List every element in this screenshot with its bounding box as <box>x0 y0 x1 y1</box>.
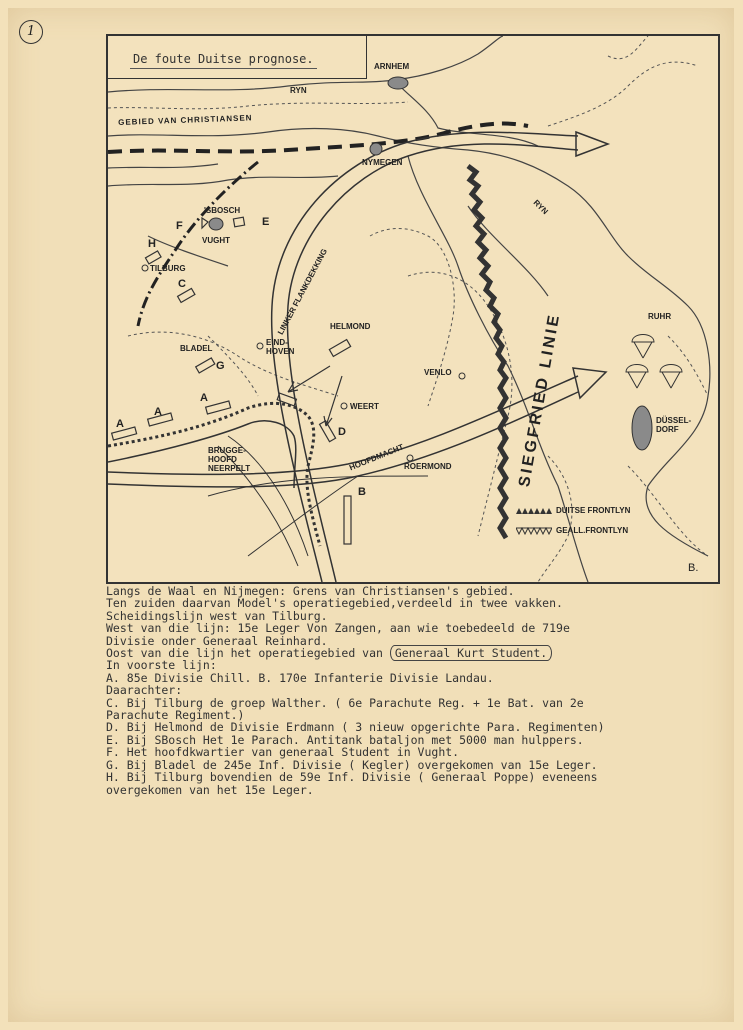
label-unit-a2: A <box>154 406 162 418</box>
label-hoofdmacht: HOOFDMACHT <box>348 442 405 473</box>
text-line-15: G. Bij Bladel de 245e Inf. Divisie ( Kegler) overgekomen van 15e Leger. <box>106 757 598 772</box>
label-linker-flankdekking: LINKER FLANKDEKKING <box>276 247 330 337</box>
siegfried-line <box>468 166 506 538</box>
label-ryn-right: RYN <box>531 198 550 217</box>
label-venlo: VENLO <box>424 368 452 377</box>
label-bladel: BLADEL <box>180 344 213 353</box>
map-title-box <box>108 36 367 79</box>
separation-line <box>138 162 258 326</box>
label-unit-e: E <box>262 216 270 228</box>
label-artist: B. <box>688 562 699 574</box>
text-line-13: E. Bij SBosch Het 1e Parach. Antitank bataljon met 5000 man hulppers. <box>106 732 584 747</box>
legend-geall-icon <box>516 527 552 535</box>
legend-duitse-icon <box>516 507 552 515</box>
text-line-14: F. Het hoofdkwartier van generaal Student in Vught. <box>106 745 460 760</box>
label-arnhem: ARNHEM <box>374 62 410 71</box>
text-line-7: In voorste lijn: <box>106 658 217 673</box>
label-roermond: ROERMOND <box>404 462 452 471</box>
label-unit-f: F <box>176 220 183 232</box>
text-line-3: Scheidingslijn west van Tilburg. <box>106 608 328 623</box>
label-unit-g: G <box>216 360 225 372</box>
boxed-name: Generaal Kurt Student. <box>390 645 552 661</box>
label-vught: VUGHT <box>202 236 230 245</box>
label-unit-h: H <box>148 238 156 250</box>
label-gebied: GEBIED VAN CHRISTIANSEN <box>118 113 253 127</box>
text-line-2: Ten zuiden daarvan Model's operatiegebied,verdeeld in twee vakken. <box>106 596 563 611</box>
text-line-12: D. Bij Helmond de Divisie Erdmann ( 3 nieuw opgerichte Para. Regimenten) <box>106 720 605 735</box>
text-line-16: H. Bij Tilburg bovendien de 59e Inf. Divisie ( Generaal Poppe) eveneens <box>106 770 598 785</box>
label-unit-a1: A <box>116 418 124 430</box>
legend-duitse-label: DUITSE FRONTLYN <box>556 506 631 515</box>
label-nijmegen: NYMEGEN <box>362 158 403 167</box>
label-bruggehoofd: BRUGGE- HOOFD NEERPELT <box>208 446 251 473</box>
caption-text <box>106 585 736 796</box>
attack-arrows <box>288 366 342 426</box>
label-eindhoven: EIND- HOVEN <box>266 338 295 356</box>
label-siegfried-linie: SIEGFRIED LINIE <box>516 311 564 489</box>
label-tilburg: TILBURG <box>150 264 186 273</box>
text-line-5: Divisie onder Generaal Reinhard. <box>106 633 328 648</box>
text-line-11: Parachute Regiment.) <box>106 708 245 723</box>
text-line-6-start: Oost van die lijn het operatiegebied van <box>106 646 390 661</box>
text-line-8: A. 85e Divisie Chill. B. 170e Infanterie Divisie Landau. <box>106 670 494 685</box>
legend-geall-label: GEALL.FRONTLYN <box>556 526 629 535</box>
legend-duitse <box>516 506 630 515</box>
label-weert: WEERT <box>350 402 379 411</box>
text-line-10: C. Bij Tilburg de groep Walther. ( 6e Parachute Reg. + 1e Bat. van 2e <box>106 695 584 710</box>
map-title: De foute Duitse prognose. <box>130 52 317 69</box>
text-line-4: West van die lijn: 15e Leger Von Zangen, aan wie toebedeeld de 719e <box>106 621 570 636</box>
map-frame <box>106 34 720 584</box>
label-dusseldorf: DÜSSEL- DORF <box>656 416 692 434</box>
legend-geall <box>516 526 628 535</box>
label-unit-c: C <box>178 278 186 290</box>
label-unit-b: B <box>358 486 366 498</box>
label-helmond: HELMOND <box>330 322 371 331</box>
label-ruhr: RUHR <box>648 312 672 321</box>
text-line-9: Daarachter: <box>106 683 183 698</box>
label-sbosch: 'SBOSCH <box>204 206 241 215</box>
label-unit-d: D <box>338 426 346 438</box>
page-number: 1 <box>19 20 43 44</box>
text-line-17: overgekomen van het 15e Leger. <box>106 782 314 797</box>
label-ryn-top: RYN <box>290 86 307 95</box>
text-line-1: Langs de Waal en Nijmegen: Grens van Christiansen's gebied. <box>106 584 515 598</box>
label-unit-a3: A <box>200 392 208 404</box>
christiansen-boundary <box>108 124 528 152</box>
